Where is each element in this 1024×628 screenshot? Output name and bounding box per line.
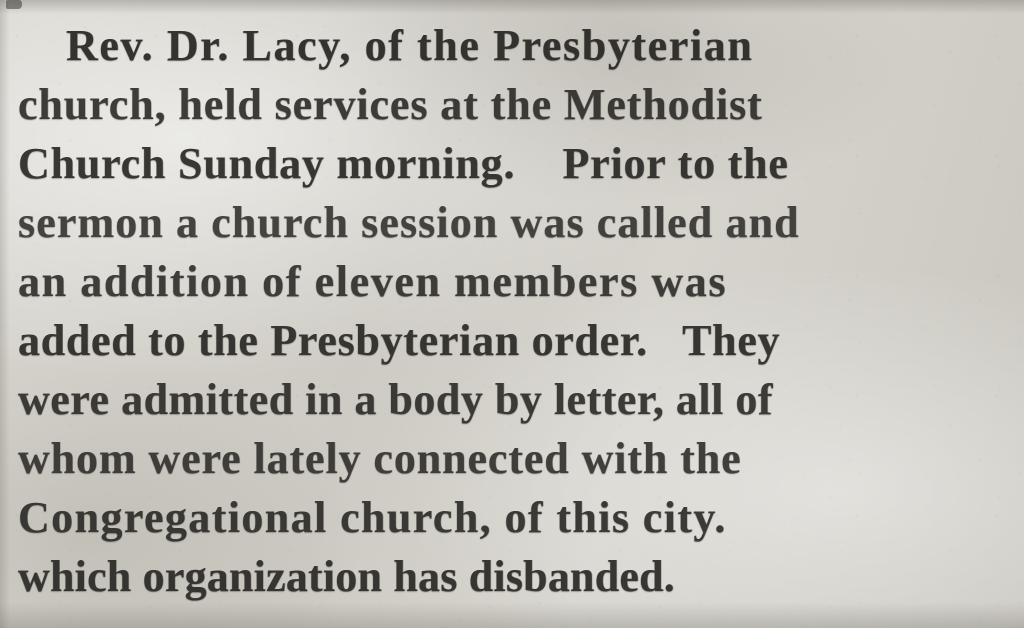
article-text-block — [18, 16, 1008, 606]
article-line: church, held services at the Methodist — [18, 80, 763, 129]
article-line: Church Sunday morning. Prior to the — [18, 139, 789, 188]
article-line: were admitted in a body by letter, all of — [18, 375, 774, 424]
article-line: Congregational church, of this city. — [18, 493, 727, 542]
article-line: which organization has disbanded. — [18, 552, 675, 601]
clipping-top-edge — [0, 0, 1024, 14]
paper-fleck-mark — [6, 0, 22, 9]
article-line: an addition of eleven members was — [18, 257, 728, 306]
article-line: Rev. Dr. Lacy, of the Presbyterian — [66, 21, 754, 70]
article-line: sermon a church session was called and — [18, 198, 800, 247]
article-line: added to the Presbyterian order. They — [18, 316, 781, 365]
clipping-left-edge — [0, 0, 10, 628]
article-line: whom were lately connected with the — [18, 434, 742, 483]
